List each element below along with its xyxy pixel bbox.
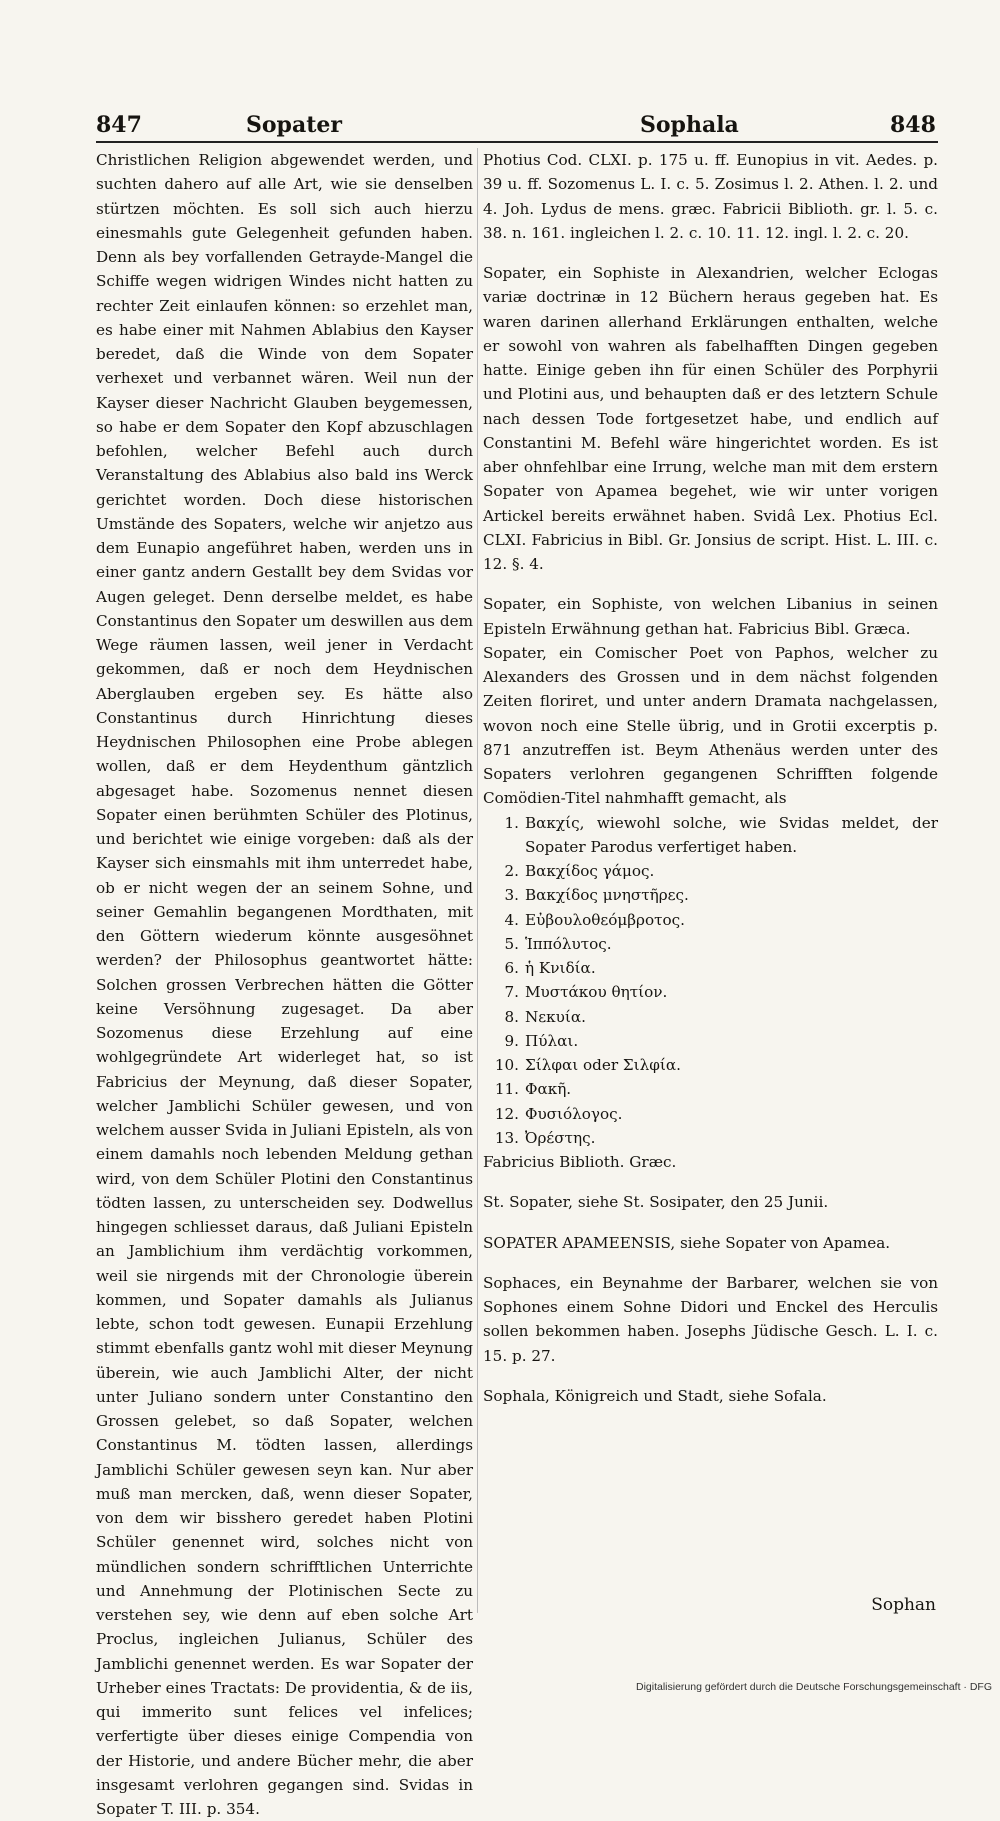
entry-source: Fabricius Biblioth. Græc. xyxy=(483,1153,677,1171)
running-head-left: Sopater xyxy=(246,112,342,138)
entry-st-sopater: St. Sopater, siehe St. Sosipater, den 25 Junii. xyxy=(483,1193,829,1212)
left-column-text: Christlichen Religion abgewendet werden, und suchten dahero auf alle Art, wie sie denselben stürtzen möchten. Es soll sich auch hierzu einesmahls gute Gelegenheit gefunden haben. Denn als bey vorfallenden Getrayde-Mangel die Schiffe wegen widrigen Windes nicht hatten zu rechter Zeit einlaufen können: so erzehlet man, es habe einer mit Nahmen Ablabius den Kayser beredet, daß die Winde von dem Sopater verhexet und verbannet wären. Weil nun der Kayser dieser Nachricht Glauben beygemessen, so habe er dem Sopater den Kopf abzuschlagen befohlen, welcher Befehl auch durch Veranstaltung des Ablabius also bald ins Werck gerichtet worden. Doch diese historischen Umstände des Sopaters, welche wir anjetzo aus dem Eunapio angeführet haben, werden uns in einer gantz andern Gestallt bey dem Svidas vor Augen geleget. Denn derselbe meldet, es habe Constantinus den Sopater um deswillen aus dem Wege räumen lassen, weil jener in Verdacht gekommen, daß er noch dem Heydnischen Aberglauben ergeben sey. Es hätte also Constantinus durch Hinrichtung dieses Heydnischen Philosophen eine Probe ablegen wollen, daß er dem Heydenthum gäntzlich abgesaget habe. Sozomenus nennet diesen Sopater einen berühmten Schüler des Plotinus, und berichtet wie einige vorgeben: daß als der Kayser sich einsmahls mit ihm unterredet habe, ob er nicht wegen der an seinem Sohne, und seiner Gemahlin begangenen Mordthaten, mit den Göttern wiederum könnte ausgesöhnet werden? der Philosophus geantwortet hätte: Solchen grossen Verbrechen hätten die Götter keine Versöhnung zugesaget. Da aber Sozomenus diese Erzehlung auf eine wohlgegründete Art widerleget hat, so ist Fabricius der Meynung, daß dieser Sopater, welcher Jamblichi Schüler gewesen, und von welchem ausser Svida in Juliani Episteln, als von einem damahls noch lebenden Meldung gethan wird, von dem Schüler Plotini den Constantinus tödten lassen, zu unterscheiden sey. Dodwellus hingegen schliesset daraus, daß Juliani Episteln an Jamblichium ihm verdächtig vorkommen, weil sie nirgends mit der Chronologie überein kommen, und Sopater damahls als Julianus lebte, schon todt gewesen. Eunapii Erzehlung stimmt ebenfalls gantz wohl mit dieser Meynung überein, wie auch Jamblichi Alter, der nicht unter Juliano sondern unter Constantino den Grossen gelebet, so daß Sopater, welchen Constantinus M. tödten lassen, allerdings Jamblichi Schüler gewesen seyn kan. Nur aber muß man mercken, daß, wenn dieser Sopater, von dem wir bisshero geredet haben Plotini Schüler genennet wird, solches nicht von mündlichen sondern schrifftlichen Unterrichte und Annehmung der Plotinischen Secte zu verstehen sey, wie denn auf eben solche Art Proclus, ingleichen Julianus, Schüler des Jamblichi genennet werden. Es war Sopater der Urheber eines Tractats: De providentia, & de iis, qui immerito sunt felices vel infelices; verfertigte über dieses einige Compendia von der Historie, und andere Bücher mehr, die aber insgesamt verlohren gegangen sind. Svidas in Sopater T. III. p. 354. xyxy=(96,151,473,1818)
left-column xyxy=(96,148,473,1821)
catchword: Sophan xyxy=(871,1595,936,1615)
entry-sopater-paphos: Sopater, ein Comischer Poet von Paphos, welcher zu Alexanders des Grossen und in dem nächst folgenden Zeiten floriret, und unter andern Dramata nachgelassen, wovon noch eine Stelle übrig, und in Grotii excerptis p. 871 anzutreffen ist. Beym Athenäus werden unter des Sopaters verlohren gegangenen Schrifften folgende Comödien-Titel nahmhafft gemacht, als xyxy=(483,643,938,808)
running-head-right: Sophala xyxy=(640,112,739,138)
column-divider xyxy=(477,148,478,1613)
list-item: 13. Ὀρέστης. xyxy=(494,1128,596,1147)
digitization-credit: Digitalisierung gefördert durch die Deutsche Forschungsgemeinschaft · DFG xyxy=(635,1681,992,1693)
list-item: 3. Βακχίδος μνηστῆρες. xyxy=(504,886,689,905)
comedy-title-list xyxy=(483,811,938,1151)
list-item: 12. Φυσιόλογος. xyxy=(494,1104,623,1123)
header-rule xyxy=(96,141,938,143)
list-item: 4. Εὐβουλοθεόμβροτος. xyxy=(504,910,686,929)
list-item: 10. Σίλφαι oder Σιλφία. xyxy=(494,1056,681,1074)
list-item: 5. Ἱππόλυτος. xyxy=(504,934,612,953)
list-item: 2. Βακχίδος γάμος. xyxy=(504,862,655,880)
entry-sopater-libanius: Sopater, ein Sophiste, von welchen Libanius in seinen Episteln Erwähnung gethan hat. Fabricius Bibl. Græca. xyxy=(483,595,938,638)
references-paragraph: Photius Cod. CLXI. p. 175 u. ff. Eunopius in vit. Aedes. p. 39 u. ff. Sozomenus L. I. c. 5. Zosimus l. 2. Athen. l. 2. und 4. Joh. Lydus de mens. græc. Fabricii Biblioth. gr. l. 5. c. 38. n. 161. ingleichen l. 2. c. 10. 11. 12. ingl. l. 2. c. 20. xyxy=(483,151,938,242)
entry-sopater-alexandria: Sopater, ein Sophiste in Alexandrien, welcher Eclogas variæ doctrinæ in 12 Büchern heraus gegeben hat. Es waren darinen allerhand Erklärungen enthalten, welche er sowohl von wahren als fabelhafften Dingen gegeben hatte. Einige geben ihn für einen Schüler des Porphyrii und Plotini aus, und behaupten daß er des letztern Schule nach dessen Tode fortgesetzet habe, und endlich auf Constantini M. Befehl wäre hingerichtet worden. Es ist aber ohnfehlbar eine Irrung, welche man mit dem erstern Sopater von Apamea begehet, wie wir unter vorigen Artickel bereits erwähnet haben. Svidâ Lex. Photius Ecl. CLXI. Fabricius in Bibl. Gr. Jonsius de script. Hist. L. III. c. 12. §. 4. xyxy=(483,264,938,573)
list-item: 9. Πύλαι. xyxy=(504,1031,579,1050)
list-item: 6. ἡ Κνιδία. xyxy=(504,959,596,977)
page-number-right: 848 xyxy=(890,112,936,138)
right-column xyxy=(483,148,938,1408)
entry-sophala: Sophala, Königreich und Stadt, siehe Sofala. xyxy=(483,1386,827,1405)
page-number-left: 847 xyxy=(96,112,142,138)
list-item: 8. Νεκυία. xyxy=(504,1007,586,1026)
list-item: 7. Μυστάκου θητίον. xyxy=(504,983,668,1002)
entry-sopater-apameensis: SOPATER APAMEENSIS, siehe Sopater von Apamea. xyxy=(483,1233,891,1252)
list-item: 1. Βακχίς, wiewohl solche, wie Svidas meldet, der Sopater Parodus verfertiget haben. xyxy=(504,813,938,856)
list-item: 11. Φακῆ. xyxy=(494,1080,572,1099)
entry-sophaces: Sophaces, ein Beynahme der Barbarer, welchen sie von Sophones einem Sohne Didori und Enckel des Herculis sollen bekommen haben. Josephs Jüdische Gesch. L. I. c. 15. p. 27. xyxy=(483,1273,938,1365)
